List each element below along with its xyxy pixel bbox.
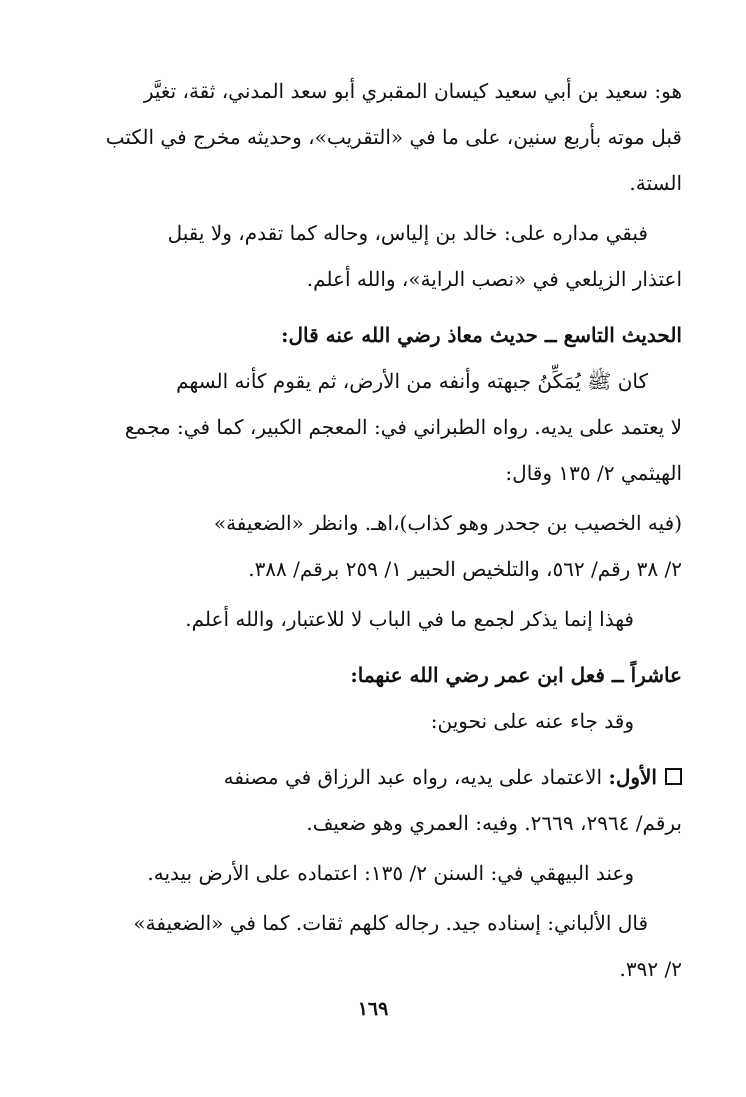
text-line: قبل موته بأربع سنين، على ما في «التقريب»، وحديثه مخرج في الكتب [105,125,682,149]
text-line: ٢/ ٣٨ رقم/ ٥٦٢، والتلخيص الحبير ١/ ٢٥٩ برقم/ ٣٨٨. [248,557,682,581]
heading-title: فعل ابن عمر رضي الله عنهما: [350,663,605,687]
page-body [78,68,682,992]
heading-label: الحديث التاسع [563,323,682,347]
text-line: الهيثمي ٢/ ١٣٥ وقال: [505,461,682,485]
text-line: اعتذار الزيلعي في «نصب الراية»، والله أعلم. [306,267,682,291]
text-line: وعند البيهقي في: السنن ٢/ ١٣٥: اعتماده على الأرض بيديه. [147,861,634,885]
text-line: قال الألباني: إسناده جيد. رجاله كلهم ثقات. كما في «الضعيفة» [133,911,648,935]
text-line-first-way [78,754,682,800]
text-line: لا يعتمد على يديه. رواه الطبراني في: المعجم الكبير، كما في: مجمع [124,415,682,439]
text-line: الستة. [629,171,682,195]
section-heading-tenth [78,652,682,698]
text-line: وقد جاء عنه على نحوين: [430,709,634,733]
text-line: (فيه الخصيب بن جحدر وهو كذاب)،اهـ. وانظر «الضعيفة» [213,511,682,535]
text-line: برقم/ ٢٩٦٤، ٢٦٦٩. وفيه: العمري وهو ضعيف. [306,811,682,835]
text-line: كان ﷺ يُمَكِّنُ جبهته وأنفه من الأرض، ثم يقوم كأنه السهم [176,369,648,393]
heading-dash: ــ [537,323,564,347]
checkbox-square-icon [665,768,682,785]
heading-label: عاشراً [630,663,682,687]
page-number: ١٦٩ [357,998,389,1020]
heading-title: حديث معاذ رضي الله عنه قال: [281,323,538,347]
first-way-text: الاعتماد على يديه، رواه عبد الرزاق في مصنفه [223,765,609,789]
text-line: فهذا إنما يذكر لجمع ما في الباب لا للاعتبار، والله أعلم. [185,607,634,631]
first-way-label: الأول: [608,765,657,789]
text-line: ٢/ ٣٩٢. [619,957,682,981]
text-line: هو: سعيد بن أبي سعيد كيسان المقبري أبو سعد المدني، ثقة، تغيَّر [143,79,682,103]
heading-dash: ــ [604,663,631,687]
text-line: فبقي مداره على: خالد بن إلياس، وحاله كما تقدم، ولا يقبل [167,221,648,245]
section-heading-ninth-hadith [78,312,682,358]
